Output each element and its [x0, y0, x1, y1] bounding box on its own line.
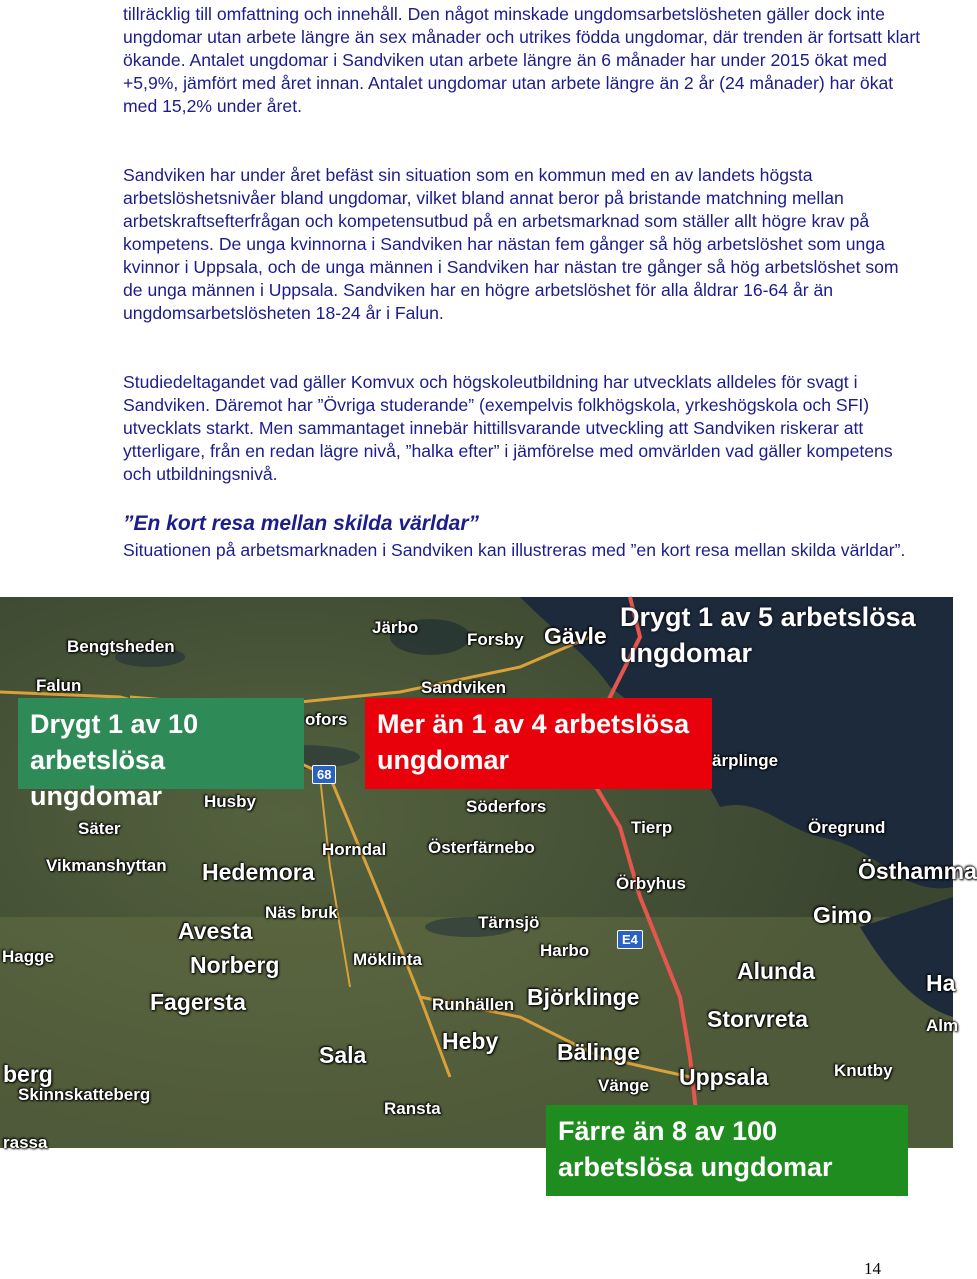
place-forsby: Forsby: [467, 630, 524, 649]
place-jarbo: Järbo: [372, 618, 419, 637]
callout-uppsala: Färre än 8 av 100 arbetslösa ungdomar: [546, 1105, 908, 1196]
paragraph-unemployment-trend: tillräcklig till omfattning och innehåll. Den något minskade ungdomsarbetslösheten gäller dock inte ungdomar utan arbete längre än sex månader och utrikes födda ungdomar, där trenden är fortsatt klart ökande. Antalet ungdomar i Sandviken utan arbete längre än 6 månader har under 2015 ökat med +5,9%, jämfört med året innan. Antalet ungdomar utan arbete längre än 2 år (24 månader) har ökat med 15,2% under året.: [123, 4, 921, 116]
place-knutby: Knutby: [834, 1061, 893, 1080]
paragraph-study-participation: Studiedeltagandet vad gäller Komvux och högskoleutbildning har utvecklats alldeles för svagt i Sandviken. Däremot har ”Övriga studerande” (exempelvis folkhögskola, yrkeshögskola och SFI) utvecklats starkt. Men sammantaget innebär hittillsvarande utveckling att Sandviken riskerar att ytterligare, från en redan lägre nivå, ”halka efter” i jämförelse med omvärlden vad gäller kompetens och utbildningsnivå.: [123, 372, 893, 484]
place-moklinta: Möklinta: [353, 950, 422, 969]
callout-sandviken: Mer än 1 av 4 arbetslösa ungdomar: [365, 698, 712, 789]
place-vange: Vänge: [598, 1076, 650, 1095]
place-nasbruk: Näs bruk: [265, 903, 338, 922]
place-soderfors: Söderfors: [466, 797, 547, 816]
place-ofors: ofors: [305, 710, 348, 729]
page-number: 14: [864, 1259, 881, 1278]
place-tierp: Tierp: [631, 818, 673, 837]
place-alunda: Alunda: [737, 958, 815, 984]
place-husby: Husby: [204, 792, 256, 811]
place-sandviken: Sandviken: [421, 678, 507, 697]
place-arplinge: ärplinge: [712, 751, 779, 770]
road-68-icon: 68: [312, 765, 336, 784]
place-falun: Falun: [36, 676, 82, 695]
paragraph-sandviken-situation: Sandviken har under året befäst sin situation som en kommun med en av landets högsta arbetslöshetsnivåer bland ungdomar, vilket bland annat beror på bristande matchning mellan arbetskraftsefterfrågan och kompetensutbud på en arbetsmarknad som ställer allt högre krav på kompetens. De unga kvinnorna i Sandviken har nästan fem gånger så hög arbetslöshet som unga kvinnor i Uppsala, och de unga männen i Sandviken har nästan tre gånger så hög arbetslöshet som de unga männen i Uppsala. Sandviken har en högre arbetslöshet för alla åldrar 16-64 år än ungdomsarbetslösheten 18-24 år i Falun.: [123, 165, 899, 323]
place-bengtsheden: Bengtsheden: [67, 637, 175, 656]
place-balinge: Bälinge: [557, 1039, 641, 1065]
place-bjorklinge: Björklinge: [527, 984, 640, 1010]
place-gimo: Gimo: [813, 902, 872, 928]
place-osterfarnebo: Österfärnebo: [428, 838, 535, 857]
place-rassa: rassa: [3, 1133, 48, 1152]
place-ha: Ha: [926, 970, 956, 996]
place-uppsala: Uppsala: [679, 1064, 769, 1090]
place-osthamma: Östhamma: [858, 858, 977, 884]
place-norberg: Norberg: [190, 952, 280, 978]
place-sala: Sala: [319, 1042, 367, 1068]
paragraph-map-intro: Situationen på arbetsmarknaden i Sandviken kan illustreras med ”en kort resa mellan skilda världar”.: [123, 540, 906, 560]
place-fagersta: Fagersta: [150, 989, 246, 1015]
place-oregrund: Öregrund: [808, 818, 886, 837]
place-tarnsjo: Tärnsjö: [478, 913, 540, 932]
place-hedemora: Hedemora: [202, 859, 315, 885]
place-avesta: Avesta: [178, 918, 253, 944]
place-alm: Alm: [926, 1016, 959, 1035]
place-sater: Säter: [78, 819, 121, 838]
place-heby: Heby: [442, 1028, 499, 1054]
place-hagge: Hagge: [2, 947, 54, 966]
place-vikmanshyttan: Vikmanshyttan: [46, 856, 167, 875]
place-berg: berg: [3, 1061, 53, 1087]
place-horndal: Horndal: [322, 840, 387, 859]
place-runhallen: Runhällen: [432, 995, 515, 1014]
place-harbo: Harbo: [540, 941, 590, 960]
road-e4-icon: E4: [617, 930, 643, 949]
place-storvreta: Storvreta: [707, 1006, 808, 1032]
callout-falun: Drygt 1 av 10 arbetslösa ungdomar: [18, 698, 304, 789]
place-ransta: Ransta: [384, 1099, 441, 1118]
section-heading: ”En kort resa mellan skilda världar”: [123, 512, 479, 535]
place-gavle: Gävle: [544, 623, 607, 649]
place-orbyhus: Örbyhus: [616, 874, 686, 893]
callout-gavle: Drygt 1 av 5 arbetslösa ungdomar: [620, 602, 916, 668]
place-skinnskatteberg: Skinnskatteberg: [18, 1085, 151, 1104]
